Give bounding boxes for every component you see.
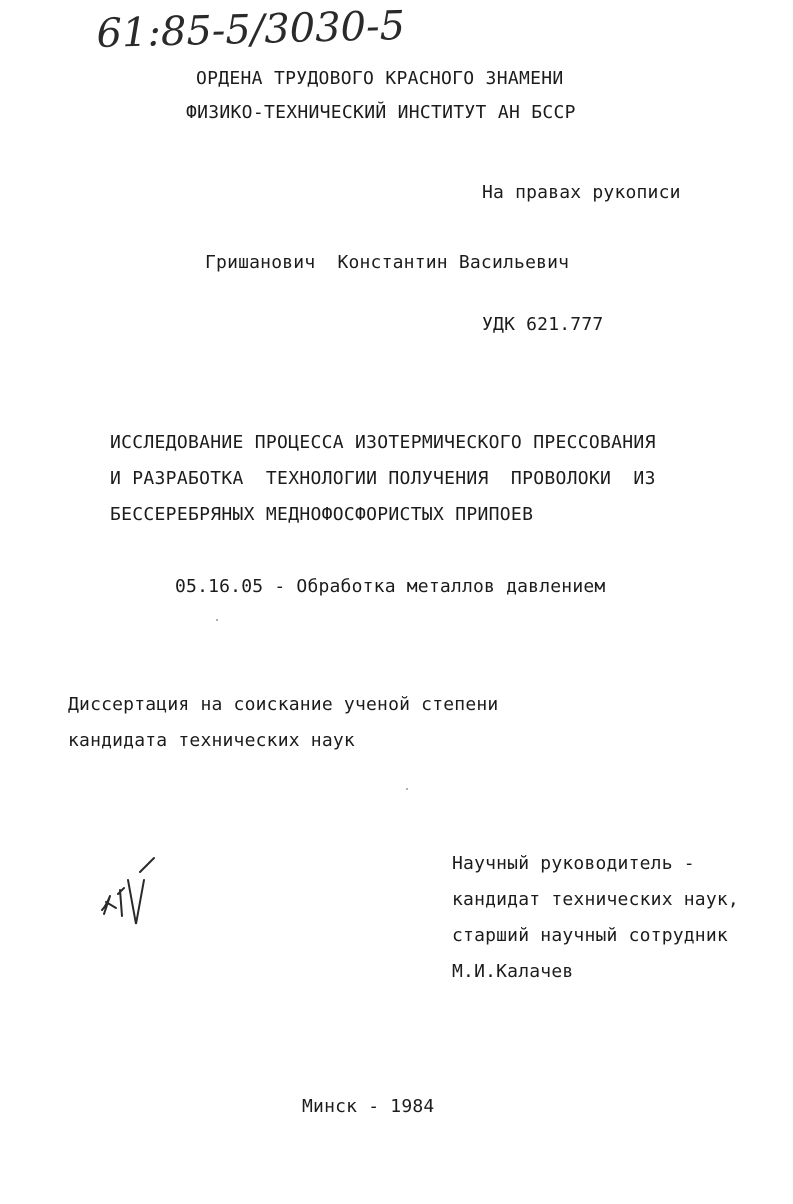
- author-name: Гришанович Константин Васильевич: [205, 252, 570, 273]
- place-and-year: Минск - 1984: [302, 1096, 435, 1117]
- dissertation-title-line-2: И РАЗРАБОТКА ТЕХНОЛОГИИ ПОЛУЧЕНИЯ ПРОВОЛОКИ ИЗ: [110, 468, 656, 489]
- scan-speck: [406, 788, 408, 790]
- institution-name: ФИЗИКО-ТЕХНИЧЕСКИЙ ИНСТИТУТ АН БССР: [186, 102, 576, 123]
- archive-code: 61:85-5/3030-5: [95, 2, 406, 57]
- signature-mark: [96, 850, 176, 930]
- specialty-code: 05.16.05 - Обработка металлов давлением: [175, 576, 606, 597]
- institution-order-line: ОРДЕНА ТРУДОВОГО КРАСНОГО ЗНАМЕНИ: [196, 68, 564, 89]
- udc-code: УДК 621.777: [482, 314, 604, 335]
- handwritten-signature: [96, 850, 176, 930]
- supervisor-degree: кандидат технических наук,: [452, 889, 739, 910]
- degree-statement-line-2: кандидата технических наук: [68, 730, 355, 751]
- supervisor-name: М.И.Калачев: [452, 961, 574, 982]
- dissertation-title-line-3: БЕССЕРЕБРЯНЫХ МЕДНОФОСФОРИСТЫХ ПРИПОЕВ: [110, 504, 534, 525]
- supervisor-position: старший научный сотрудник: [452, 925, 728, 946]
- scan-speck: [216, 619, 218, 621]
- dissertation-title-line-1: ИССЛЕДОВАНИЕ ПРОЦЕССА ИЗОТЕРМИЧЕСКОГО ПРЕССОВАНИЯ: [110, 432, 656, 453]
- supervisor-title: Научный руководитель -: [452, 853, 695, 874]
- degree-statement-line-1: Диссертация на соискание ученой степени: [68, 694, 499, 715]
- manuscript-rights-note: На правах рукописи: [482, 182, 681, 203]
